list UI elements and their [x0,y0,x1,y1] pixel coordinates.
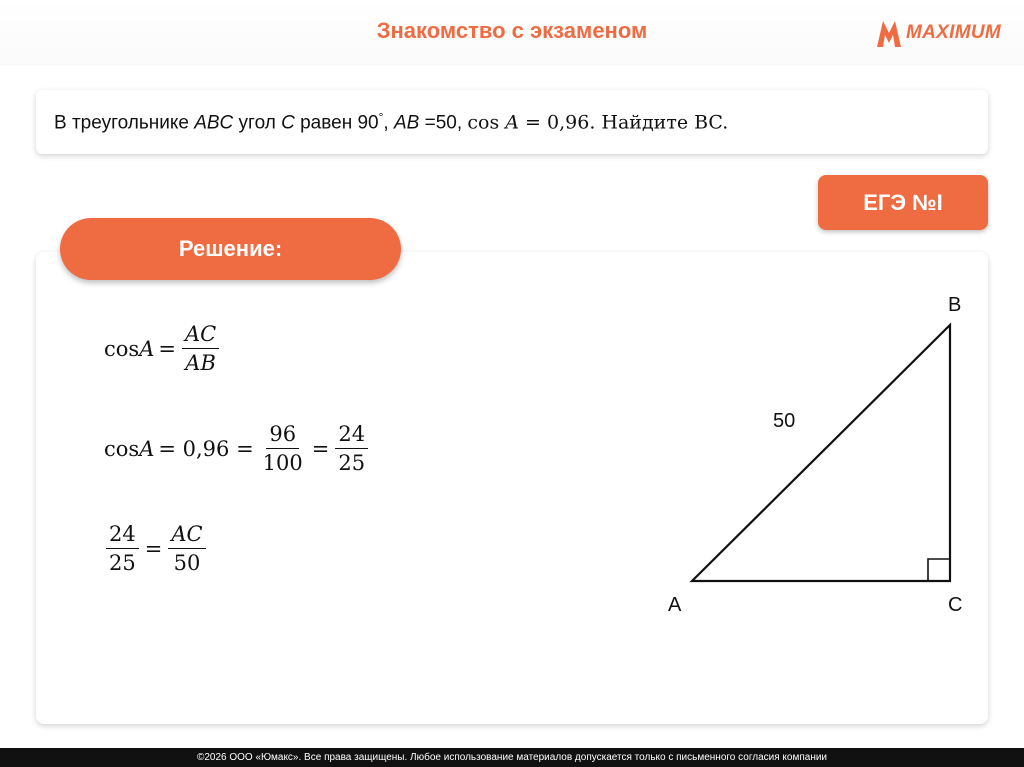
fraction: $\frac{AC}{50}$ [168,522,205,575]
logo-text: MAXIMUM [906,22,1001,43]
vertex-label-a: A [668,594,682,616]
logo [874,13,1022,53]
logo-icon [874,17,904,49]
fraction: $\frac{24}{25}$ [106,522,139,575]
copyright-footer: ©2026 ООО «Юмакс». Все права защищены. Любое использование материалов допускается только с письменного согласия компании [0,748,1024,767]
header [0,0,1024,66]
formula-proportion: $\frac{24}{25}$ = $\frac{AC}{50}$ [104,522,208,575]
triangle-diagram [640,285,980,625]
page-title: Знакомство с экзаменом [376,18,648,43]
formula-cos-ratio: cos A = $\frac{AC}{AB}$ [104,322,221,375]
triangle [692,325,950,581]
vertex-label-c: C [948,594,963,616]
formula-cos-value: cos A = 0,96 = $\frac{96}{100}$ = $\frac{24}{25}$ [104,422,370,475]
fraction: $\frac{96}{100}$ [262,422,303,475]
task-panel [36,90,988,154]
hypotenuse-length-label: 50 [773,410,796,432]
solution-heading: Решение: [60,218,401,280]
fraction: $\frac{24}{25}$ [335,422,368,475]
fraction: $\frac{AC}{AB}$ [182,322,219,375]
exam-task-badge: ЕГЭ №I [818,175,988,230]
right-angle-mark [928,559,950,581]
vertex-label-b: B [948,294,962,316]
task-statement: В треугольнике ABC угол C равен 90°, AB =50, cos A = 0,96. Найдите BC. [54,110,729,134]
